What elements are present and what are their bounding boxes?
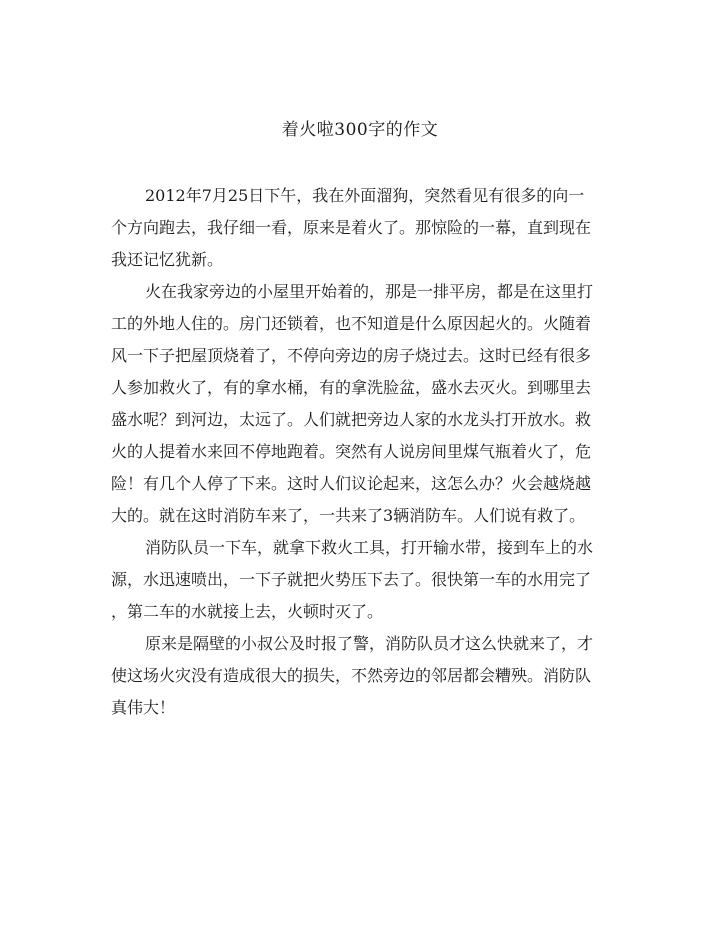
paragraph-4: [111, 628, 611, 724]
paragraph-line: 盛水呢？到河边，太远了。人们就把旁边人家的水龙头打开放水。救: [111, 410, 592, 429]
document-body: [111, 180, 611, 724]
paragraph-1: [111, 180, 611, 276]
paragraph-line: 火在我家旁边的小屋里开始着的，那是一排平房，都是在这里打: [145, 282, 594, 301]
paragraph-line: 2012年7月25日下午，我在外面溜狗，突然看见有很多的向一: [145, 186, 585, 205]
paragraph-2: [111, 276, 611, 532]
paragraph-line: 火的人提着水来回不停地跑着。突然有人说房间里煤气瓶着火了，危: [111, 442, 592, 461]
paragraph-line: 使这场火灾没有造成很大的损失，不然旁边的邻居都会糟殃。消防队: [111, 666, 592, 685]
paragraph-line: 真伟大！: [111, 698, 176, 717]
paragraph-line: ，第二车的水就接上去，火顿时灭了。: [111, 602, 384, 621]
paragraph-line: 消防队员一下车，就拿下救火工具，打开输水带，接到车上的水: [145, 538, 594, 557]
paragraph-line: 工的外地人住的。房门还锁着，也不知道是什么原因起火的。火随着: [111, 314, 592, 333]
paragraph-line: 大的。就在这时消防车来了，一共来了3辆消防车。人们说有救了。: [111, 506, 586, 525]
paragraph-line: 源，水迅速喷出，一下子就把火势压下去了。很快第一车的水用完了: [111, 570, 592, 589]
paragraph-line: 个方向跑去，我仔细一看，原来是着火了。那惊险的一幕，直到现在: [111, 218, 592, 237]
document-title: 着火啦300字的作文: [281, 120, 439, 140]
paragraph-line: 我还记忆犹新。: [111, 250, 224, 269]
paragraph-line: 人参加救火了，有的拿水桶，有的拿洗脸盆，盛水去灭火。到哪里去: [111, 378, 592, 397]
paragraph-line: 险！有几个人停了下来。这时人们议论起来，这怎么办？火会越烧越: [111, 474, 592, 493]
paragraph-line: 原来是隔壁的小叔公及时报了警，消防队员才这么快就来了，才: [145, 634, 594, 653]
paragraph-line: 风一下子把屋顶烧着了，不停向旁边的房子烧过去。这时已经有很多: [111, 346, 592, 365]
paragraph-3: [111, 532, 611, 628]
